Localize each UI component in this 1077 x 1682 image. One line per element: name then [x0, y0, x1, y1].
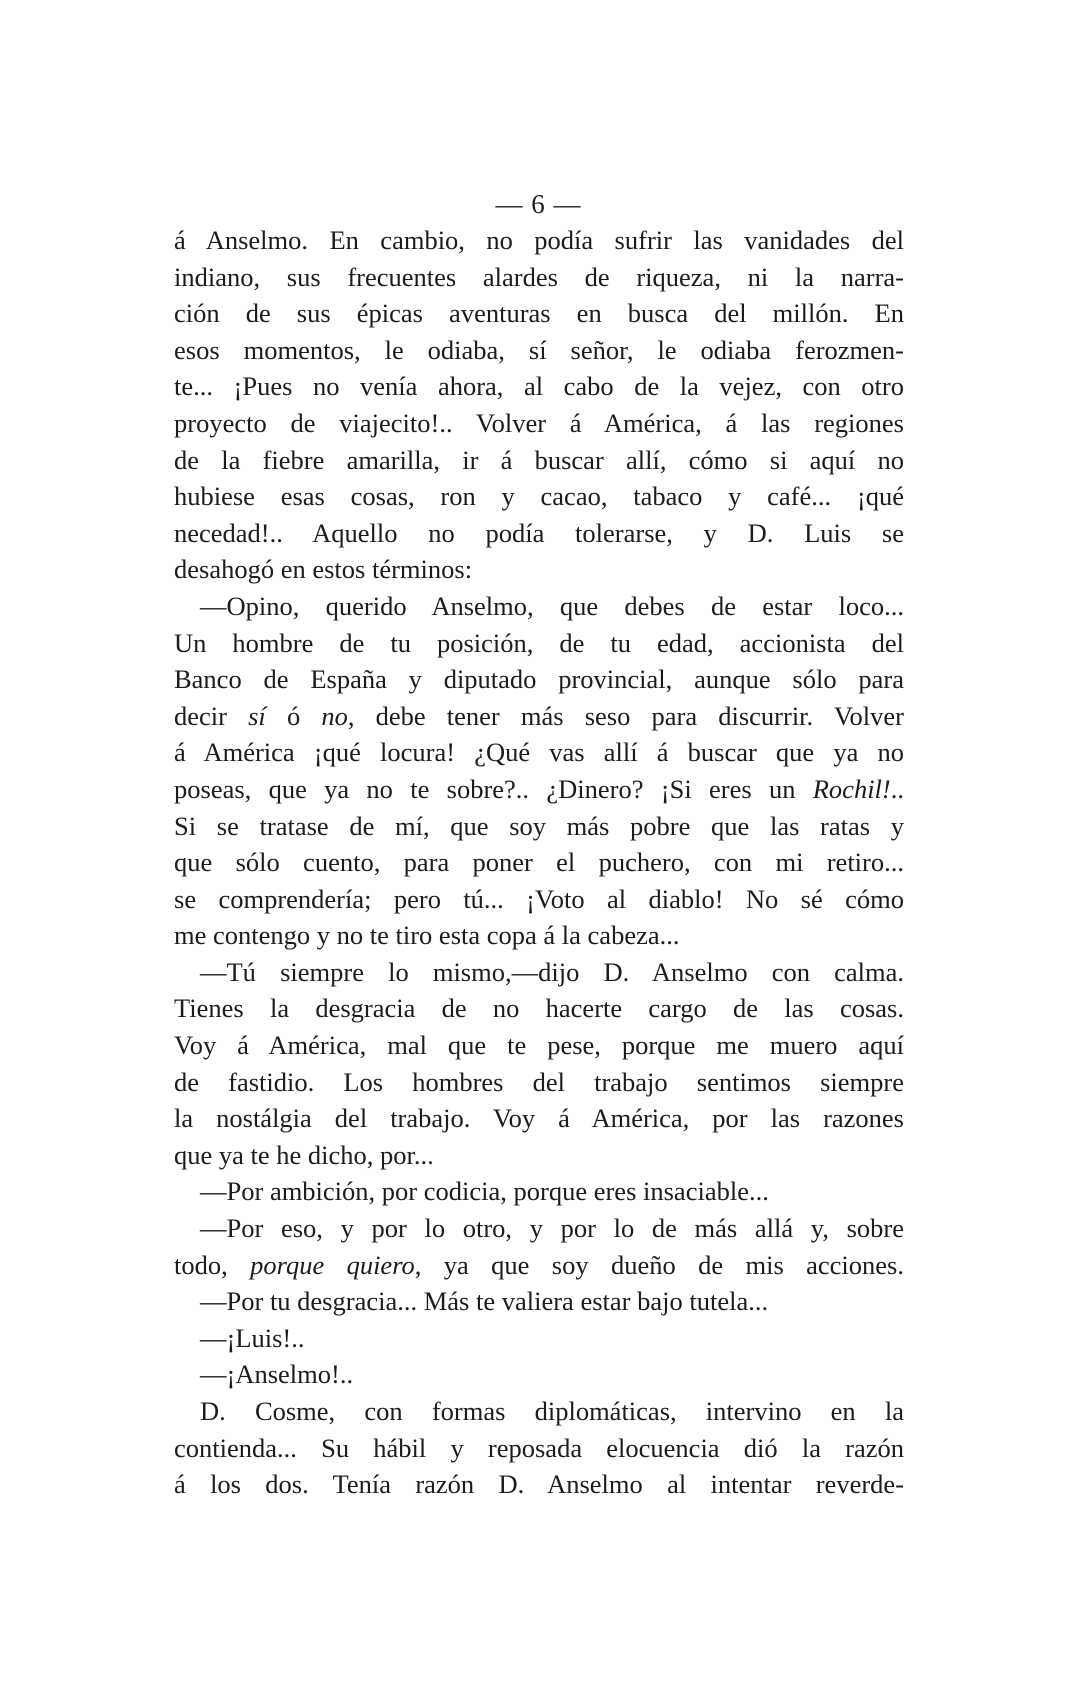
text-line: á los dos. Tenía razón D. Anselmo al intentar reverde- [174, 1469, 904, 1500]
text-line: la nostálgia del trabajo. Voy á América, por las razones [174, 1103, 904, 1134]
text-line: se comprendería; pero tú... ¡Voto al diablo! No sé cómo [174, 883, 904, 914]
text-line: D. Cosme, con formas diplomáticas, intervino en la [200, 1396, 904, 1426]
text-line [174, 698, 904, 735]
text-line: —¡Luis!.. [200, 1322, 305, 1353]
text-line: —Tú siempre lo mismo,—dijo D. Anselmo con calma. [200, 956, 904, 987]
text-line: Si se tratase de mí, que soy más pobre que las ratas y [174, 810, 904, 841]
text-line: me contengo y no te tiro esta copa á la cabeza... [174, 920, 680, 951]
text-line: de la fiebre amarilla, ir á buscar allí, cómo si aquí no [174, 444, 904, 475]
text-line: —Por ambición, por codicia, porque eres insaciable... [200, 1176, 769, 1207]
text-line: proyecto de viajecito!.. Volver á América, á las regiones [174, 407, 904, 438]
text-line: que ya te he dicho, por... [174, 1139, 434, 1170]
text-line: hubiese esas cosas, ron y cacao, tabaco y café... ¡qué [174, 481, 904, 512]
italic-word: Rochil! [812, 773, 891, 804]
text-line: que sólo cuento, para poner el puchero, con mi retiro... [174, 847, 904, 878]
text-fragment: , debe tener más seso para discurrir. Volver [347, 700, 905, 731]
text-line: desahogó en estos términos: [174, 554, 473, 585]
text-line: Voy á América, mal que te pese, porque me muero aquí [174, 1030, 904, 1061]
text-line [174, 1247, 904, 1284]
text-fragment: decir [174, 700, 249, 731]
text-line: —¡Anselmo!.. [200, 1359, 354, 1390]
text-fragment: .. [890, 773, 904, 804]
text-fragment: ó [265, 700, 322, 731]
text-line: —Opino, querido Anselmo, que debes de estar loco... [200, 590, 904, 621]
text-line: á Anselmo. En cambio, no podía sufrir las vanidades del [174, 225, 904, 255]
text-line: Un hombre de tu posición, de tu edad, accionista del [174, 627, 904, 658]
text-line: esos momentos, le odiaba, sí señor, le odiaba ferozmen- [174, 334, 904, 365]
italic-word: sí [248, 700, 266, 731]
text-line: ción de sus épicas aventuras en busca del millón. En [174, 298, 904, 329]
text-line: te... ¡Pues no venía ahora, al cabo de la vejez, con otro [174, 371, 904, 402]
page-number: — 6 — [495, 189, 582, 219]
italic-word: no [321, 700, 348, 731]
text-fragment: todo, [174, 1249, 251, 1280]
text-fragment: , ya que soy dueño de mis acciones. [414, 1249, 904, 1280]
text-line: Tienes la desgracia de no hacerte cargo de las cosas. [174, 993, 904, 1024]
text-line: á América ¡qué locura! ¿Qué vas allí á buscar que ya no [174, 737, 904, 768]
text-line: —Por tu desgracia... Más te valiera estar bajo tutela... [200, 1286, 769, 1317]
text-line: Banco de España y diputado provincial, aunque sólo para [174, 664, 904, 695]
text-line: indiano, sus frecuentes alardes de riqueza, ni la narra- [174, 261, 904, 292]
italic-phrase: porque quiero [250, 1249, 415, 1280]
text-line: necedad!.. Aquello no podía tolerarse, y D. Luis se [174, 517, 904, 548]
text-line: contienda... Su hábil y reposada elocuencia dió la razón [174, 1432, 904, 1463]
text-line: de fastidio. Los hombres del trabajo sentimos siempre [174, 1066, 904, 1097]
body-text [174, 222, 904, 1503]
text-line [174, 771, 904, 808]
text-fragment: poseas, que ya no te sobre?.. ¿Dinero? ¡Si eres un [174, 773, 813, 804]
text-line: —Por eso, y por lo otro, y por lo de más allá y, sobre [200, 1213, 904, 1244]
